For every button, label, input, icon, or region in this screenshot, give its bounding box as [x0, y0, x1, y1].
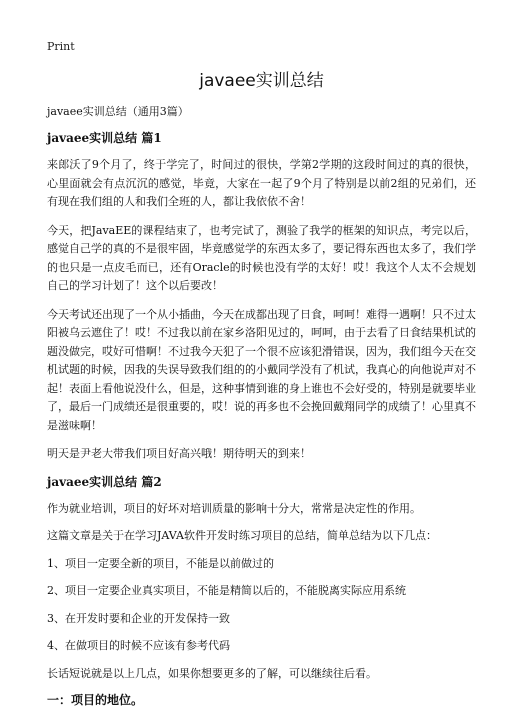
paragraph: 这篇文章是关于在学习JAVA软件开发时练习项目的总结，简单总结为以下几点： — [47, 529, 437, 542]
section-heading-3: 一：项目的地位。 — [47, 693, 144, 707]
paragraph: 来郎沃了9个月了，终于学完了，时间过的很快，学第2学期的这段时间过的真的很快，心里面就会有点沉沉的感觉，毕竟，大家在一起了9个月了特别是以前2组的兄弟们，还有现在我们组的人和我们全班的人，都让我依依不舍！ — [47, 158, 476, 208]
paragraph: 作为就业培训，项目的好坏对培训质量的影响十分大，常常是决定性的作用。 — [47, 501, 421, 515]
section-heading-2: javaee实训总结 篇2 — [47, 474, 162, 489]
paragraph: 今天，把JavaEE的课程结束了，也考完试了，测验了我学的框架的知识点，考完以后，感觉自己学的真的不是很牢固，毕竟感觉学的东西太多了，要记得东西也太多了，我们学的也只是一点皮毛而已，还有Oracle的时候也没有学的太好！哎！我这个人太不会规划自己的学习计划了！这个以后要改！ — [47, 223, 476, 292]
paragraph: 今天考试还出现了一个从小插曲，今天在成都出现了日食，呵呵！难得一遇啊！只不过太阳被乌云遮住了！哎！不过我以前在家乡洛阳见过的，呵呵，由于去看了日食结果机试的题没做完，哎好可惜啊！不过我今天犯了一个很不应该犯滑错误，因为，我们组今天在交机试题的时候，因我的失误导致我们组的的小戴同学没有了机试，我真心的向他说声对不起！表面上看他说没什么，但是，这种事情到谁的身上谁也不会好受的，特别是就要毕业了，最后一门成绩还是很重要的，哎！说的再多也不会挽回戴翔同学的成绩了！心里真不是滋味啊！ — [47, 307, 476, 432]
document-title: javaee实训总结 — [199, 71, 324, 91]
section-heading-1: javaee实训总结 篇1 — [47, 131, 162, 145]
list-item: 3、在开发时要和企业的开发保持一致 — [47, 611, 230, 625]
print-link[interactable]: Print — [47, 40, 75, 53]
list-item: 1、项目一定要全新的项目，不能是以前做过的 — [47, 556, 274, 570]
paragraph: 长话短说就是以上几点，如果你想要更多的了解，可以继续往后看。 — [47, 666, 377, 680]
list-item: 4、在做项目的时候不应该有参考代码 — [47, 639, 230, 652]
document-subtitle: javaee实训总结（通用3篇） — [47, 105, 189, 118]
paragraph: 明天是尹老大带我们项目好高兴哦！期待明天的到来！ — [47, 447, 311, 460]
list-item: 2、项目一定要企业真实项目，不能是精简以后的，不能脱离实际应用系统 — [47, 584, 406, 597]
